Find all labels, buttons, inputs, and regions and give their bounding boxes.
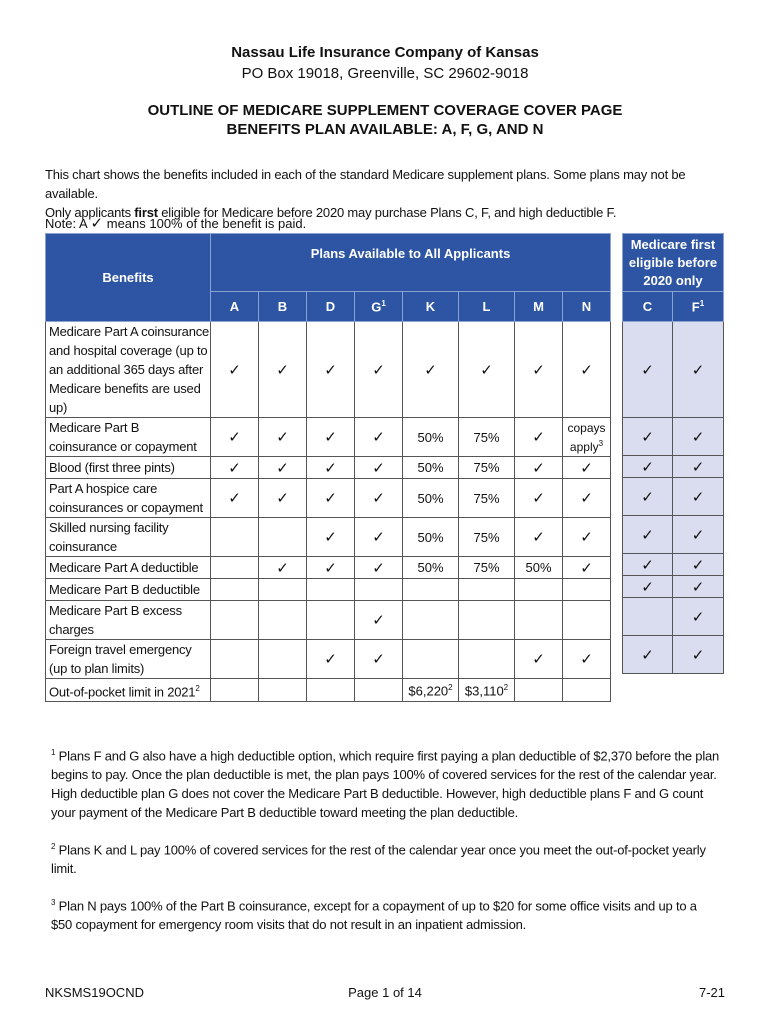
plan-cell-k bbox=[403, 679, 459, 702]
checkmark-icon: ✓ bbox=[324, 459, 337, 477]
plan-cell-value: 50% bbox=[417, 560, 444, 575]
plan-cell-m bbox=[515, 322, 563, 418]
plan-cell-b bbox=[259, 479, 307, 518]
checkmark-icon: ✓ bbox=[372, 559, 385, 577]
checkmark-icon: ✓ bbox=[691, 428, 705, 446]
revision-date: 7-21 bbox=[698, 985, 725, 1000]
plan-cell-f bbox=[673, 516, 724, 554]
plan-f-footnote-mark: 1 bbox=[699, 298, 705, 308]
plan-cell-k bbox=[403, 518, 459, 557]
plan-cell-a bbox=[211, 579, 259, 601]
footnote-3 bbox=[51, 893, 721, 934]
checkmark-icon: ✓ bbox=[372, 529, 385, 546]
checkmark-icon: ✓ bbox=[276, 490, 289, 507]
checkmark-icon: ✓ bbox=[691, 578, 705, 596]
plan-col-n: N bbox=[563, 292, 611, 322]
plan-col-g bbox=[355, 292, 403, 322]
plan-cell-a bbox=[211, 322, 259, 418]
checkmark-icon: ✓ bbox=[691, 488, 705, 506]
benefit-label-text: Foreign travel emergency (up to plan limits) bbox=[49, 642, 192, 676]
copays-footnote-mark: 3 bbox=[598, 438, 604, 448]
plan-cell-n bbox=[563, 457, 611, 479]
benefit-label bbox=[46, 579, 211, 601]
checkmark-icon: ✓ bbox=[90, 215, 104, 232]
plan-cell-b bbox=[259, 457, 307, 479]
footnote-2 bbox=[51, 837, 721, 878]
plan-cell-value: $3,110 bbox=[464, 682, 504, 698]
plan-cell-m bbox=[515, 457, 563, 479]
plan-cell-a bbox=[211, 518, 259, 557]
table-row bbox=[46, 579, 611, 601]
checkmark-icon: ✓ bbox=[691, 646, 705, 664]
plan-cell-l bbox=[459, 679, 515, 702]
checkmark-icon: ✓ bbox=[641, 526, 654, 544]
checkmark-icon: ✓ bbox=[324, 651, 337, 668]
plan-cell-g bbox=[355, 640, 403, 679]
plan-cell-value: 75% bbox=[473, 529, 500, 545]
plan-cell-k bbox=[403, 418, 459, 457]
plan-cell-value: 75% bbox=[473, 560, 500, 575]
plan-cell-l bbox=[459, 322, 515, 418]
plan-cell-b bbox=[259, 418, 307, 457]
checkmark-icon: ✓ bbox=[641, 488, 654, 506]
footnote-1-text: Plans F and G also have a high deductible option, which require first paying a plan deductible of $2,370 before the plan begins to pay. Once the plan deductible is met, the plan pays 100% of covered services for the rest of the calendar year. High deductible plan G does not cover the Medicare Part B deductible. However, high deductible plans F and G count your payment of the Medicare Part B deductible toward meeting the plan deductible. bbox=[51, 748, 720, 821]
benefit-label-text: Medicare Part A deductible bbox=[49, 560, 199, 575]
checkmark-icon: ✓ bbox=[372, 612, 385, 629]
plan-cell-m bbox=[515, 601, 563, 640]
plan-cell-m bbox=[515, 679, 563, 702]
plan-cell-value: 50% bbox=[417, 429, 444, 445]
plan-cell-n bbox=[563, 601, 611, 640]
checkmark-icon: ✓ bbox=[276, 361, 289, 379]
plan-cell-m bbox=[515, 418, 563, 457]
plan-cell-c bbox=[623, 576, 673, 598]
checkmark-icon: ✓ bbox=[641, 361, 654, 379]
footnote-3-mark: 3 bbox=[51, 898, 56, 907]
checkmark-icon: ✓ bbox=[641, 428, 654, 446]
form-code: NKSMS19OCND bbox=[45, 985, 144, 1000]
checkmark-icon: ✓ bbox=[324, 529, 337, 546]
plan-cell-m bbox=[515, 518, 563, 557]
plan-cell-f bbox=[673, 322, 724, 418]
table-row bbox=[46, 322, 611, 418]
plan-col-l: L bbox=[459, 292, 515, 322]
checkmark-icon: ✓ bbox=[276, 559, 289, 577]
plan-cell-value: 50% bbox=[417, 490, 444, 506]
plan-cell-a bbox=[211, 457, 259, 479]
plan-cell-g bbox=[355, 418, 403, 457]
plan-cell-a bbox=[211, 557, 259, 579]
plan-cell-g bbox=[355, 601, 403, 640]
intro-line-2-bold: first bbox=[134, 205, 158, 220]
checkmark-icon: ✓ bbox=[324, 429, 337, 446]
plan-g-footnote-mark: 1 bbox=[381, 298, 386, 308]
plan-cell-k bbox=[403, 479, 459, 518]
plan-col-c: C bbox=[623, 292, 673, 322]
plan-cell-f bbox=[673, 554, 724, 576]
plan-cell-c bbox=[623, 554, 673, 576]
table-row bbox=[623, 576, 724, 598]
plan-cell-l bbox=[459, 601, 515, 640]
checkmark-icon: ✓ bbox=[641, 646, 654, 664]
plan-cell-n bbox=[563, 418, 611, 457]
checkmark-icon: ✓ bbox=[372, 651, 385, 668]
plan-cell-value: 50% bbox=[417, 460, 444, 475]
plan-cell-d bbox=[307, 679, 355, 702]
plan-cell-k bbox=[403, 601, 459, 640]
plan-cell-d bbox=[307, 640, 355, 679]
checkmark-icon: ✓ bbox=[532, 529, 545, 546]
company-name: Nassau Life Insurance Company of Kansas bbox=[231, 44, 539, 61]
plan-cell-f bbox=[673, 576, 724, 598]
plan-cell-m bbox=[515, 640, 563, 679]
plan-cell-k bbox=[403, 322, 459, 418]
plan-cell-d bbox=[307, 579, 355, 601]
plan-cell-b bbox=[259, 518, 307, 557]
checkmark-icon: ✓ bbox=[324, 490, 337, 507]
plan-cell-d bbox=[307, 322, 355, 418]
plan-col-f-label: F bbox=[691, 299, 700, 315]
table-row bbox=[623, 554, 724, 576]
plan-cell-n bbox=[563, 557, 611, 579]
benefit-label bbox=[46, 679, 211, 702]
checkmark-icon: ✓ bbox=[580, 459, 593, 477]
benefit-label-footnote-mark: 2 bbox=[195, 684, 200, 693]
plans-table bbox=[45, 233, 611, 702]
plan-cell-a bbox=[211, 601, 259, 640]
plan-cell-a bbox=[211, 640, 259, 679]
plan-cell-b bbox=[259, 557, 307, 579]
plan-cell-l bbox=[459, 518, 515, 557]
plan-col-b: B bbox=[259, 292, 307, 322]
table-row bbox=[46, 518, 611, 557]
checkmark-icon: ✓ bbox=[580, 559, 593, 577]
plan-cell-value: copays apply bbox=[567, 420, 606, 454]
plan-cell-k bbox=[403, 457, 459, 479]
plan-cell-k bbox=[403, 579, 459, 601]
plan-cell-d bbox=[307, 518, 355, 557]
plan-cell-value: 75% bbox=[473, 460, 500, 475]
checkmark-icon: ✓ bbox=[532, 490, 545, 507]
plan-cell-value: 50% bbox=[417, 529, 444, 545]
checkmark-icon: ✓ bbox=[532, 651, 545, 668]
plan-cell-l bbox=[459, 479, 515, 518]
plan-cell-value: $6,220 bbox=[408, 682, 449, 698]
plan-col-m: M bbox=[515, 292, 563, 322]
benefit-label-text: Medicare Part B coinsurance or copayment bbox=[49, 420, 197, 454]
plan-cell-value: 75% bbox=[473, 490, 500, 506]
checkmark-icon: ✓ bbox=[641, 458, 654, 476]
benefit-label bbox=[46, 457, 211, 479]
footnote-1 bbox=[51, 743, 721, 822]
plan-cell-k bbox=[403, 557, 459, 579]
limit-footnote-mark: 2 bbox=[448, 682, 453, 692]
benefits-header: Benefits bbox=[46, 234, 211, 322]
checkmark-icon: ✓ bbox=[324, 559, 337, 577]
benefit-label-text: Out-of-pocket limit in 2021 bbox=[49, 684, 196, 700]
plan-cell-value: 50% bbox=[525, 560, 552, 575]
plan-cell-value: 75% bbox=[473, 429, 500, 445]
plan-col-d: D bbox=[307, 292, 355, 322]
plan-cell-l bbox=[459, 418, 515, 457]
plan-cell-c bbox=[623, 598, 673, 636]
benefit-label bbox=[46, 518, 211, 557]
benefit-label-text: Skilled nursing facility coinsurance bbox=[49, 520, 169, 554]
checkmark-icon: ✓ bbox=[532, 429, 545, 446]
benefit-label bbox=[46, 418, 211, 457]
benefit-label bbox=[46, 601, 211, 640]
plan-cell-f bbox=[673, 636, 724, 674]
checkmark-icon: ✓ bbox=[228, 361, 241, 379]
checkmark-icon: ✓ bbox=[691, 556, 705, 574]
plan-cell-g bbox=[355, 579, 403, 601]
intro-line-1: This chart shows the benefits included in each of the standard Medicare supplement plans. Some plans may not be available. bbox=[45, 167, 686, 201]
checkmark-icon: ✓ bbox=[324, 361, 337, 379]
plan-col-a: A bbox=[211, 292, 259, 322]
plan-cell-a bbox=[211, 479, 259, 518]
plan-col-g-label: G bbox=[371, 299, 382, 315]
plan-cell-d bbox=[307, 418, 355, 457]
plan-cell-m bbox=[515, 557, 563, 579]
note-text bbox=[45, 214, 306, 232]
checkmark-icon: ✓ bbox=[228, 459, 241, 477]
plan-cell-n bbox=[563, 322, 611, 418]
benefit-label bbox=[46, 640, 211, 679]
checkmark-icon: ✓ bbox=[532, 459, 545, 477]
plan-cell-f bbox=[673, 478, 724, 516]
checkmark-icon: ✓ bbox=[228, 429, 241, 446]
intro-line-2-b: eligible for Medicare before 2020 may purchase Plans C, F, and high deductible F. bbox=[157, 205, 617, 220]
checkmark-icon: ✓ bbox=[372, 490, 385, 507]
plan-cell-g bbox=[355, 457, 403, 479]
plan-cell-m bbox=[515, 579, 563, 601]
benefit-label-text: Part A hospice care coinsurances or copayment bbox=[49, 481, 203, 515]
plan-cell-f bbox=[673, 456, 724, 478]
page-title: OUTLINE OF MEDICARE SUPPLEMENT COVERAGE COVER PAGE bbox=[147, 102, 623, 119]
table-row bbox=[46, 479, 611, 518]
checkmark-icon: ✓ bbox=[691, 458, 705, 476]
plans-header: Plans Available to All Applicants bbox=[211, 234, 611, 292]
checkmark-icon: ✓ bbox=[580, 490, 593, 507]
benefit-label bbox=[46, 479, 211, 518]
checkmark-icon: ✓ bbox=[372, 429, 385, 446]
plan-cell-g bbox=[355, 479, 403, 518]
table-row bbox=[46, 601, 611, 640]
note-prefix: Note: A bbox=[45, 216, 91, 231]
plan-cell-g bbox=[355, 557, 403, 579]
footnote-1-mark: 1 bbox=[51, 748, 56, 757]
table-row bbox=[623, 418, 724, 456]
plan-cell-b bbox=[259, 640, 307, 679]
benefit-label-text: Medicare Part A coinsurance and hospital coverage (up to an additional 365 days after Medicare benefits are used up) bbox=[49, 324, 210, 415]
checkmark-icon: ✓ bbox=[276, 459, 289, 477]
table-row bbox=[46, 679, 611, 702]
plan-cell-n bbox=[563, 640, 611, 679]
plan-cell-l bbox=[459, 457, 515, 479]
table-row bbox=[623, 478, 724, 516]
table-row bbox=[623, 322, 724, 418]
checkmark-icon: ✓ bbox=[641, 556, 654, 574]
page-subtitle: BENEFITS PLAN AVAILABLE: A, F, G, AND N bbox=[226, 121, 544, 138]
company-address: PO Box 19018, Greenville, SC 29602-9018 bbox=[241, 65, 529, 82]
plan-cell-a bbox=[211, 418, 259, 457]
plan-cell-b bbox=[259, 579, 307, 601]
plan-cell-d bbox=[307, 457, 355, 479]
plan-col-k: K bbox=[403, 292, 459, 322]
plan-cell-c bbox=[623, 636, 673, 674]
table-row bbox=[46, 557, 611, 579]
plan-cell-c bbox=[623, 478, 673, 516]
benefit-label-text: Medicare Part B excess charges bbox=[49, 603, 182, 637]
checkmark-icon: ✓ bbox=[580, 651, 593, 668]
plan-cell-d bbox=[307, 557, 355, 579]
checkmark-icon: ✓ bbox=[228, 490, 241, 507]
medicare-first-eligible-table bbox=[622, 233, 724, 674]
medicare-first-eligible-header: Medicare first eligible before 2020 only bbox=[623, 234, 724, 292]
table-row bbox=[46, 457, 611, 479]
benefit-label-text: Blood (first three pints) bbox=[49, 460, 175, 475]
benefit-label-text: Medicare Part B deductible bbox=[49, 582, 200, 597]
benefit-label bbox=[46, 557, 211, 579]
plan-cell-d bbox=[307, 601, 355, 640]
checkmark-icon: ✓ bbox=[691, 361, 705, 379]
checkmark-icon: ✓ bbox=[480, 361, 493, 379]
plan-cell-c bbox=[623, 456, 673, 478]
note-suffix: means 100% of the benefit is paid. bbox=[103, 216, 307, 231]
table-row bbox=[623, 456, 724, 478]
table-row bbox=[623, 636, 724, 674]
plan-cell-a bbox=[211, 679, 259, 702]
intro-line-2-a: Only applicants bbox=[45, 205, 135, 220]
plan-col-f bbox=[673, 292, 724, 322]
plan-cell-m bbox=[515, 479, 563, 518]
checkmark-icon: ✓ bbox=[424, 361, 437, 379]
plan-cell-g bbox=[355, 518, 403, 557]
plan-cell-n bbox=[563, 479, 611, 518]
checkmark-icon: ✓ bbox=[691, 526, 705, 544]
plan-cell-b bbox=[259, 601, 307, 640]
plan-cell-n bbox=[563, 579, 611, 601]
checkmark-icon: ✓ bbox=[372, 459, 385, 477]
checkmark-icon: ✓ bbox=[532, 361, 545, 379]
benefit-label bbox=[46, 322, 211, 418]
plan-cell-g bbox=[355, 679, 403, 702]
table-row bbox=[46, 640, 611, 679]
table-row bbox=[46, 418, 611, 457]
footnote-2-mark: 2 bbox=[51, 842, 56, 851]
footnote-2-text: Plans K and L pay 100% of covered services for the rest of the calendar year once you meet the out-of-pocket yearly limit. bbox=[51, 842, 706, 877]
checkmark-icon: ✓ bbox=[276, 429, 289, 446]
plan-cell-b bbox=[259, 322, 307, 418]
plan-cell-n bbox=[563, 679, 611, 702]
page-number: Page 1 of 14 bbox=[348, 985, 422, 1000]
checkmark-icon: ✓ bbox=[372, 361, 385, 379]
checkmark-icon: ✓ bbox=[641, 578, 654, 596]
plan-cell-l bbox=[459, 640, 515, 679]
footnote-3-text: Plan N pays 100% of the Part B coinsurance, except for a copayment of up to $20 for some office visits and up to a $50 copayment for emergency room visits that do not result in an inpatient admission. bbox=[51, 898, 697, 933]
plan-cell-l bbox=[459, 579, 515, 601]
plan-cell-f bbox=[673, 418, 724, 456]
plan-cell-g bbox=[355, 322, 403, 418]
plan-cell-d bbox=[307, 479, 355, 518]
limit-footnote-mark: 2 bbox=[503, 682, 509, 692]
plan-cell-k bbox=[403, 640, 459, 679]
table-row bbox=[623, 516, 724, 554]
table-row bbox=[623, 598, 724, 636]
plan-cell-c bbox=[623, 322, 673, 418]
plan-cell-f bbox=[673, 598, 724, 636]
plan-cell-b bbox=[259, 679, 307, 702]
plan-cell-l bbox=[459, 557, 515, 579]
plan-cell-c bbox=[623, 516, 673, 554]
plan-cell-c bbox=[623, 418, 673, 456]
checkmark-icon: ✓ bbox=[691, 608, 705, 626]
checkmark-icon: ✓ bbox=[580, 529, 593, 546]
plan-cell-n bbox=[563, 518, 611, 557]
checkmark-icon: ✓ bbox=[580, 361, 593, 379]
